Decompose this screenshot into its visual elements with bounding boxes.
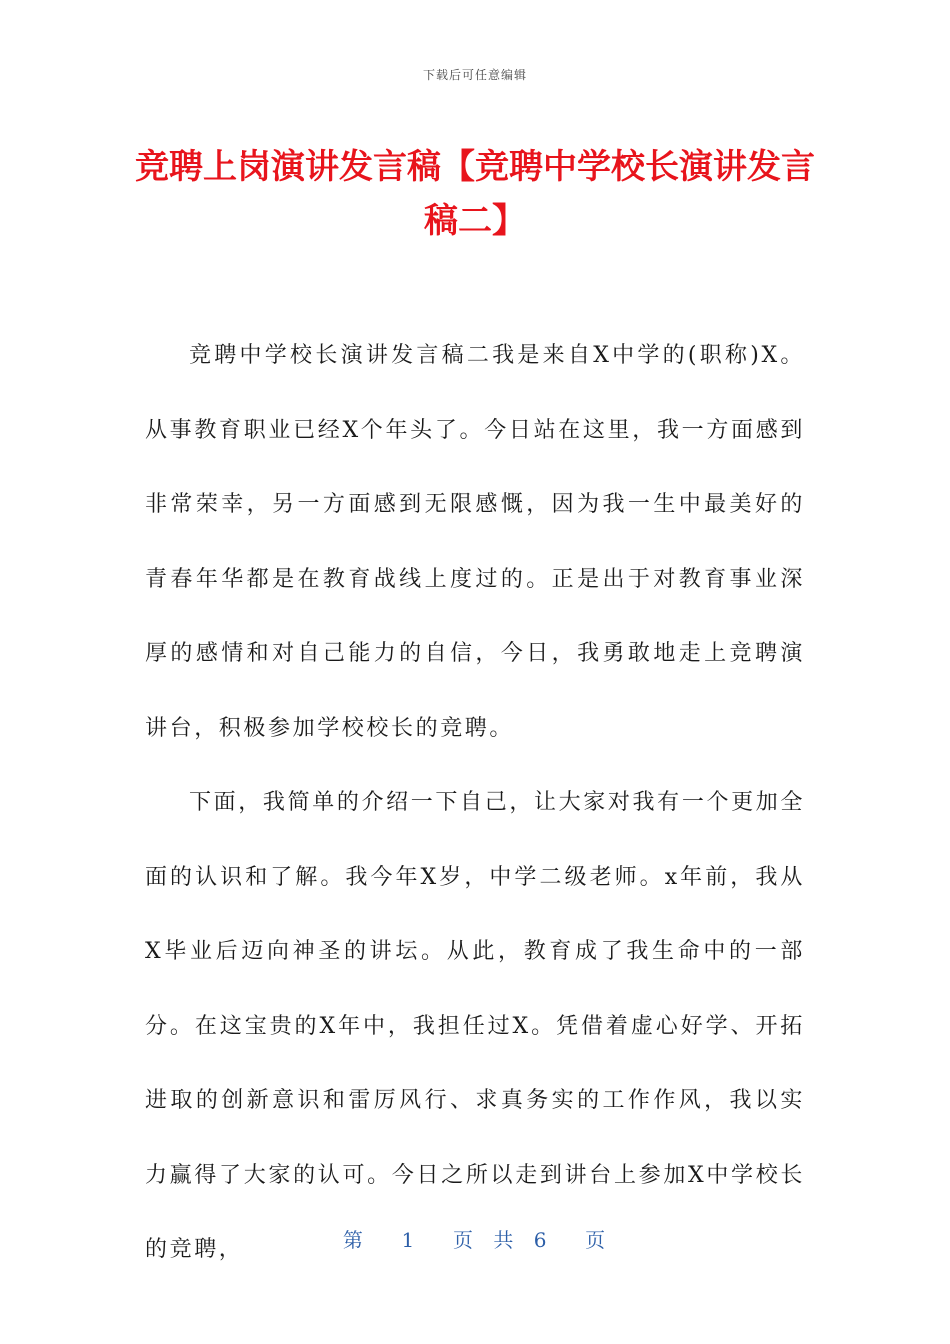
paragraph-1: 竞聘中学校长演讲发言稿二我是来自X中学的(职称)X。从事教育职业已经X个年头了。今日站在这里，我一方面感到非常荣幸，另一方面感到无限感慨，因为我一生中最美好的青春年华都是在教育战线上度过的。正是出于对教育事业深厚的感情和对自己能力的自信，今日，我勇敢地走上竞聘演讲台，积极参加学校校长的竞聘。 — [145, 343, 805, 741]
header-note: 下载后可任意编辑 — [422, 68, 527, 82]
paragraph-2: 下面，我简单的介绍一下自己，让大家对我有一个更加全面的认识和了解。我今年X岁，中学二级老师。x年前，我从X毕业后迈向神圣的讲坛。从此，教育成了我生命中的一部分。在这宝贵的X年中，我担任过X。凭借着虚心好学、开拓进取的创新意识和雷厉风行、求真务实的工作作风，我以实力赢得了大家的认可。今日之所以走到讲台上参加X中学校长的竞聘， — [145, 790, 805, 1262]
document-body — [145, 319, 805, 1288]
page-footer: 第 1 页 共 6 页 — [342, 1228, 608, 1252]
document-title: 竞聘上岗演讲发言稿【竞聘中学校长演讲发言稿二】 — [135, 147, 815, 241]
